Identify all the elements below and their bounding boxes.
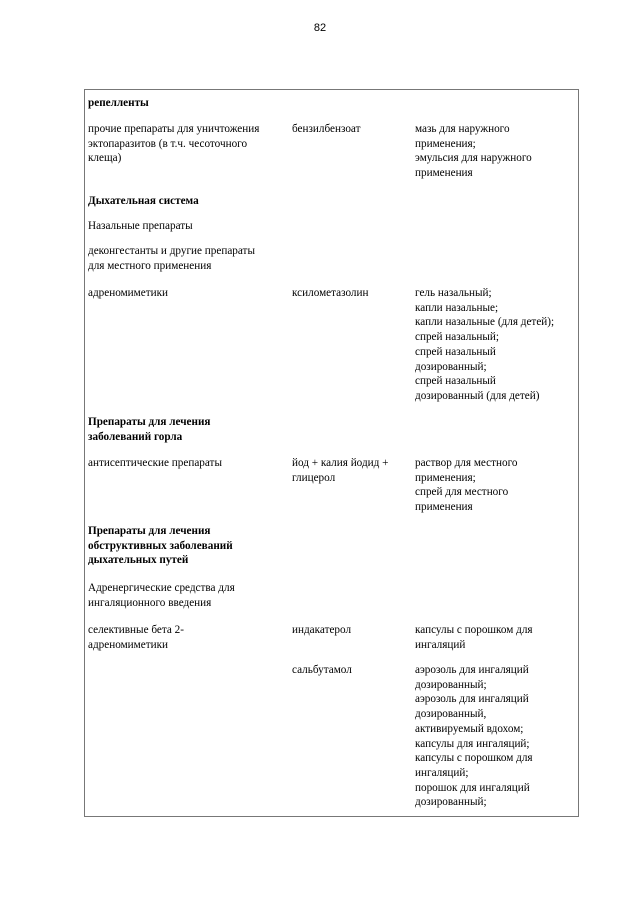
category-cell xyxy=(88,194,290,209)
dosage-form-text: аэрозоль для ингаляций xyxy=(415,664,529,676)
dosage-form-cell xyxy=(415,286,580,404)
category-cell xyxy=(88,524,290,568)
dosage-form-text: спрей назальный xyxy=(415,375,496,388)
category-cell xyxy=(88,415,290,444)
dosage-form-text: мазь для наружного xyxy=(415,123,510,135)
substance-text: йод + калия йодид + xyxy=(292,457,389,469)
dosage-form-cell xyxy=(415,456,580,515)
dosage-form-text: дозированный (для детей) xyxy=(415,389,540,402)
substance-text: сальбутамол xyxy=(292,664,352,676)
dosage-form-text: спрей назальный; xyxy=(415,331,500,344)
dosage-form-text: применения; xyxy=(415,471,476,484)
category-cell xyxy=(88,623,290,652)
category-text: Препараты для лечения xyxy=(88,525,211,537)
category-text: эктопаразитов (в т.ч. чесоточного xyxy=(88,137,248,150)
category-cell xyxy=(88,219,290,234)
dosage-form-text: применения xyxy=(415,167,473,180)
substance-cell xyxy=(292,286,410,301)
page-number: 82 xyxy=(313,22,327,34)
category-text: заболеваний горла xyxy=(88,430,183,443)
category-cell xyxy=(88,244,290,273)
dosage-form-text: дозированный; xyxy=(415,678,487,691)
category-text: для местного применения xyxy=(88,259,212,272)
dosage-form-text: порошок для ингаляций xyxy=(415,781,530,794)
dosage-form-cell xyxy=(415,663,580,810)
category-text: Дыхательная система xyxy=(88,195,199,207)
dosage-form-text: дозированный; xyxy=(415,796,487,809)
dosage-form-text: дозированный, xyxy=(415,708,487,721)
dosage-form-text: аэрозоль для ингаляций xyxy=(415,693,529,706)
substance-text: ксилометазолин xyxy=(292,287,369,299)
category-text: клеща) xyxy=(88,152,122,165)
dosage-form-text: спрей назальный xyxy=(415,345,496,358)
dosage-form-text: спрей для местного xyxy=(415,486,509,499)
dosage-form-text: дозированный; xyxy=(415,360,487,373)
dosage-form-text: капсулы для ингаляций; xyxy=(415,737,530,750)
dosage-form-cell xyxy=(415,623,580,652)
dosage-form-text: капсулы с порошком для xyxy=(415,752,533,765)
category-cell xyxy=(88,96,290,111)
category-text: адреномиметики xyxy=(88,638,168,651)
dosage-form-cell xyxy=(415,122,580,181)
category-text: дыхательных путей xyxy=(88,554,189,567)
substance-text: индакатерол xyxy=(292,624,352,636)
category-text: ингаляционного введения xyxy=(88,596,212,609)
category-cell xyxy=(88,581,290,610)
category-text: Назальные препараты xyxy=(88,220,193,232)
substance-cell xyxy=(292,623,410,638)
substance-text: глицерол xyxy=(292,471,336,484)
category-text: селективные бета 2- xyxy=(88,624,184,636)
substance-text: бензилбензоат xyxy=(292,123,361,135)
substance-cell xyxy=(292,663,410,678)
dosage-form-text: эмульсия для наружного xyxy=(415,152,532,165)
category-text: деконгестанты и другие препараты xyxy=(88,245,255,257)
dosage-form-text: капли назальные; xyxy=(415,301,499,314)
category-cell xyxy=(88,286,290,301)
dosage-form-text: активируемый вдохом; xyxy=(415,722,524,735)
dosage-form-text: применения; xyxy=(415,137,476,150)
category-text: Препараты для лечения xyxy=(88,416,211,428)
dosage-form-text: применения xyxy=(415,501,473,514)
category-text: адреномиметики xyxy=(88,287,168,299)
dosage-form-text: гель назальный; xyxy=(415,287,492,299)
dosage-form-text: раствор для местного xyxy=(415,457,518,469)
drug-table xyxy=(84,89,579,817)
category-text: Адренергические средства для xyxy=(88,582,235,594)
substance-cell xyxy=(292,122,410,137)
category-text: прочие препараты для уничтожения xyxy=(88,123,260,135)
category-text: антисептические препараты xyxy=(88,457,222,469)
category-text: репелленты xyxy=(88,97,149,109)
substance-cell xyxy=(292,456,410,485)
category-cell xyxy=(88,456,290,471)
dosage-form-text: ингаляций xyxy=(415,638,466,651)
category-cell xyxy=(88,122,290,166)
dosage-form-text: капли назальные (для детей); xyxy=(415,316,555,329)
category-text: обструктивных заболеваний xyxy=(88,539,233,552)
dosage-form-text: капсулы с порошком для xyxy=(415,624,533,636)
dosage-form-text: ингаляций; xyxy=(415,766,469,779)
